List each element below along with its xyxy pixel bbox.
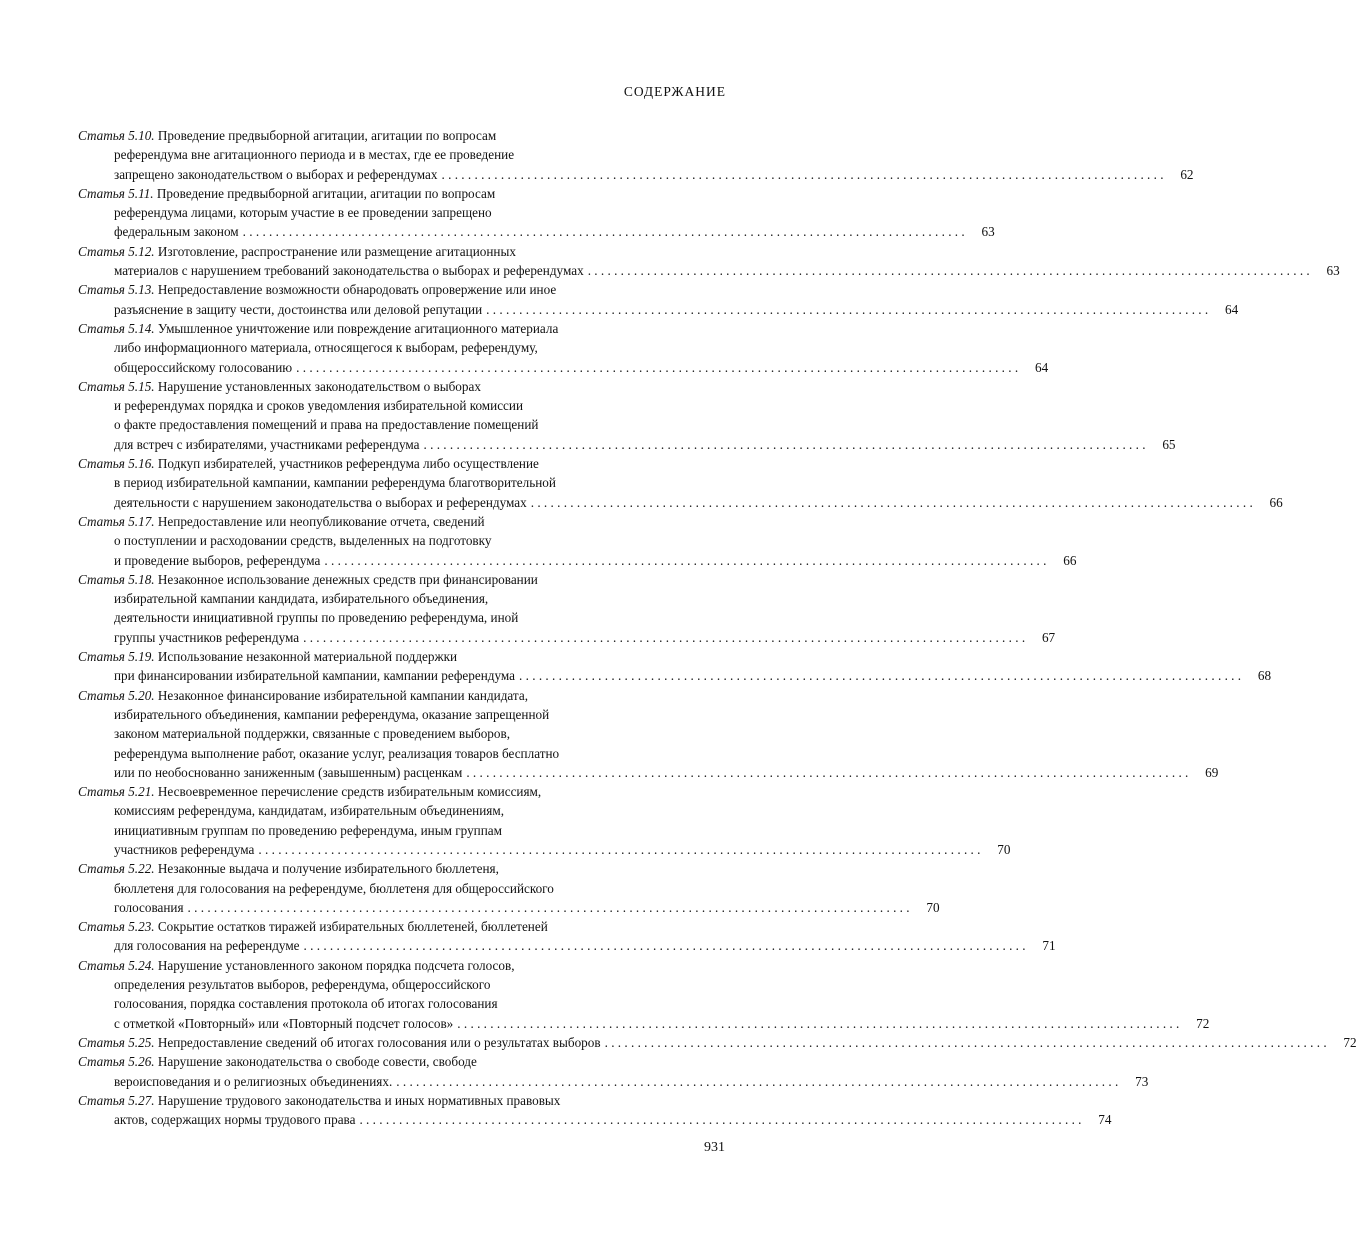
table-of-contents (78, 126, 1357, 1129)
toc-entry (78, 126, 1194, 184)
toc-entry-line (78, 512, 726, 531)
toc-entry-line (78, 956, 726, 975)
article-number: Статья 5.19. (78, 649, 155, 665)
article-number: Статья 5.25. (78, 1034, 155, 1050)
entry-title-text: Сокрытие остатков тиражей избирательных бюллетеней, бюллетеней (157, 919, 548, 935)
toc-entry (78, 686, 1219, 782)
entry-title-text: для голосования на референдуме (114, 938, 300, 954)
entry-page-number: 68 (1257, 668, 1272, 684)
entry-title-text: и проведение выборов, референдума (114, 552, 321, 568)
entry-title-text: и референдумах порядка и сроков уведомления избирательной комиссии (114, 398, 524, 414)
entry-page-number: 66 (1063, 552, 1077, 568)
entry-title-text: избирательной кампании кандидата, избирательного объединения, (114, 591, 489, 607)
toc-entry (78, 570, 1056, 647)
entry-title-text: законом материальной поддержки, связанные с проведением выборов, (114, 726, 511, 742)
toc-entry-line (78, 203, 726, 222)
entry-title-text: Несвоевременное перечисление средств избирательным комиссиям, (157, 784, 542, 800)
entry-page-number: 70 (926, 899, 940, 915)
toc-entry-line (78, 145, 726, 164)
toc-entry (78, 1052, 1149, 1091)
entry-title-text: Проведение предвыборной агитации, агитации по вопросам (156, 185, 496, 201)
leader-dots (299, 628, 1035, 647)
toc-entry-line (78, 1072, 1149, 1091)
article-number: Статья 5.11. (78, 185, 154, 201)
entry-title-text: запрещено законодательством о выборах и референдумах (114, 166, 438, 182)
toc-entry (78, 377, 1176, 454)
entry-title-text: или по необоснованно заниженным (завышенным) расценкам (114, 764, 463, 780)
entry-title-text: группы участников референдума (114, 629, 300, 645)
entry-page-number: 63 (981, 224, 995, 240)
toc-entry (78, 859, 940, 917)
toc-entry-line (78, 358, 1049, 377)
entry-title-text: материалов с нарушением требований законодательства о выборах и референдумах (114, 263, 584, 279)
entry-title-text: Нарушение законодательства о свободе совести, свободе (157, 1054, 477, 1070)
entry-title-text: избирательного объединения, кампании референдума, оказание запрещенной (114, 706, 550, 722)
toc-entry (78, 1091, 1112, 1130)
toc-entry-line (78, 666, 1272, 685)
entry-page-number: 72 (1343, 1034, 1357, 1050)
toc-entry-line (78, 1033, 1357, 1052)
toc-entry (78, 917, 1056, 956)
toc-entry (78, 647, 1272, 686)
entry-title-text: Использование незаконной материальной поддержки (157, 649, 458, 665)
toc-entry (78, 1033, 1357, 1052)
leader-dots (320, 551, 1056, 570)
entry-title-text: о факте предоставления помещений и права на предоставление помещений (114, 417, 539, 433)
entry-page-number: 70 (997, 841, 1011, 857)
entry-title-text: Непредоставление или неопубликование отчета, сведений (157, 513, 485, 529)
entry-page-number: 72 (1196, 1015, 1210, 1031)
toc-entry-line (78, 879, 726, 898)
toc-entry-line (78, 705, 726, 724)
article-number: Статья 5.22. (78, 861, 155, 877)
entry-page-number: 63 (1326, 263, 1340, 279)
toc-entry-line (78, 763, 1219, 782)
toc-entry-line (78, 589, 726, 608)
entry-title-text: о поступлении и расходовании средств, выделенных на подготовку (114, 533, 492, 549)
entry-page-number: 66 (1269, 494, 1283, 510)
toc-entry-line (78, 184, 726, 203)
toc-entry-line (78, 1110, 1112, 1129)
entry-title-text: референдума лицами, которым участие в ее проведении запрещено (114, 205, 492, 221)
toc-entry-line (78, 454, 726, 473)
entry-title-text: Нарушение установленного законом порядка подсчета голосов, (157, 957, 515, 973)
leader-dots (420, 435, 1156, 454)
leader-dots (584, 261, 1320, 280)
entry-title-text: Умышленное уничтожение или повреждение агитационного материала (157, 320, 559, 336)
toc-entry-line (78, 300, 1239, 319)
entry-title-text: Незаконное использование денежных средств при финансировании (157, 571, 538, 587)
article-number: Статья 5.26. (78, 1054, 155, 1070)
toc-entry-line (78, 821, 726, 840)
toc-entry-line (78, 242, 726, 261)
entry-title-text: Незаконное финансирование избирательной кампании кандидата, (157, 687, 529, 703)
article-number: Статья 5.27. (78, 1092, 155, 1108)
toc-entry-line (78, 608, 726, 627)
article-number: Статья 5.18. (78, 571, 155, 587)
entry-title-text: актов, содержащих нормы трудового права (114, 1112, 356, 1128)
toc-entry-line (78, 126, 726, 145)
entry-title-text: вероисповедания и о религиозных объединениях. (114, 1073, 393, 1089)
toc-entry (78, 280, 1239, 319)
entry-title-text: референдума вне агитационного периода и в местах, где ее проведение (114, 147, 515, 163)
entry-title-text: с отметкой «Повторный» или «Повторный подсчет голосов» (114, 1015, 454, 1031)
leader-dots (300, 936, 1036, 955)
entry-page-number: 62 (1180, 166, 1194, 182)
toc-entry-line (78, 222, 995, 241)
leader-dots (462, 763, 1198, 782)
entry-title-text: федеральным законом (114, 224, 239, 240)
article-number: Статья 5.14. (78, 320, 155, 336)
toc-entry (78, 956, 1210, 1033)
toc-entry-line (78, 1014, 1210, 1033)
entry-page-number: 69 (1205, 764, 1219, 780)
entry-title-text: референдума выполнение работ, оказание услуг, реализация товаров бесплатно (114, 745, 560, 761)
entry-title-text: при финансировании избирательной кампании, кампании референдума (114, 668, 516, 684)
leader-dots (184, 898, 920, 917)
leader-dots (438, 165, 1174, 184)
page-number: 931 (704, 1140, 725, 1155)
entry-title-text: Нарушение установленных законодательством о выборах (157, 378, 481, 394)
leader-dots (515, 666, 1251, 685)
toc-entry (78, 242, 1340, 281)
leader-dots (355, 1110, 1091, 1129)
toc-entry-line (78, 261, 1340, 280)
entry-title-text: Подкуп избирателей, участников референдума либо осуществление (157, 456, 539, 472)
toc-entry-line (78, 647, 726, 666)
article-number: Статья 5.15. (78, 378, 155, 394)
toc-entry-line (78, 898, 940, 917)
entry-title-text: инициативным группам по проведению референдума, иным группам (114, 822, 502, 838)
toc-entry-line (78, 975, 726, 994)
entry-title-text: определения результатов выборов, референдума, общероссийского (114, 977, 491, 993)
toc-entry-line (78, 1091, 726, 1110)
article-number: Статья 5.10. (78, 128, 155, 143)
entry-title-text: в период избирательной кампании, кампании референдума благотворительной (114, 475, 556, 491)
entry-title-text: участников референдума (114, 841, 255, 857)
entry-title-text: голосования, порядка составления протокола об итогах голосования (114, 996, 498, 1012)
entry-title-text: деятельности инициативной группы по проведению референдума, иной (114, 610, 519, 626)
toc-entry-line (78, 628, 1056, 647)
leader-dots (254, 840, 990, 859)
toc-entry-line (78, 801, 726, 820)
toc-entry-line (78, 338, 726, 357)
toc-entry-line (78, 415, 726, 434)
article-number: Статья 5.23. (78, 919, 155, 935)
entry-title-text: Нарушение трудового законодательства и иных нормативных правовых (157, 1092, 561, 1108)
toc-entry-line (78, 936, 1056, 955)
toc-entry-line (78, 396, 726, 415)
toc-entry-line (78, 435, 1176, 454)
leader-dots (392, 1072, 1128, 1091)
toc-entry-line (78, 686, 726, 705)
entry-title-text: Проведение предвыборной агитации, агитации по вопросам (157, 128, 497, 143)
entry-title-text: бюллетеня для голосования на референдуме, бюллетеня для общероссийского (114, 880, 554, 896)
entry-title-text: Непредоставление возможности обнародовать опровержение или иное (157, 282, 557, 298)
entry-title-text: Незаконные выдача и получение избирательного бюллетеня, (157, 861, 499, 877)
entry-page-number: 67 (1041, 629, 1056, 645)
entry-title-text: деятельности с нарушением законодательства о выборах и референдумах (114, 494, 527, 510)
entry-title-text: общероссийскому голосованию (114, 359, 293, 375)
article-number: Статья 5.21. (78, 784, 155, 800)
leader-dots (292, 358, 1028, 377)
toc-entry (78, 184, 995, 242)
toc-entry-line (78, 319, 726, 338)
entry-title-text: Непредоставление сведений об итогах голосования или о результатах выборов (157, 1034, 601, 1050)
article-number: Статья 5.24. (78, 957, 155, 973)
entry-title-text: разъяснение в защиту чести, достоинства или деловой репутации (114, 301, 483, 317)
toc-entry-line (78, 493, 1283, 512)
entry-page-number: 64 (1034, 359, 1049, 375)
toc-entry-line (78, 570, 726, 589)
entry-title-text: либо информационного материала, относящегося к выборам, референдуму, (114, 340, 538, 356)
entry-title-text: для встреч с избирателями, участниками референдума (114, 436, 420, 452)
toc-entry (78, 319, 1049, 377)
toc-entry-line (78, 744, 726, 763)
toc-entry (78, 512, 1077, 570)
entry-title-text: голосования (114, 899, 184, 915)
article-number: Статья 5.13. (78, 282, 155, 298)
entry-page-number: 74 (1098, 1112, 1112, 1128)
toc-entry-line (78, 551, 1077, 570)
leader-dots (453, 1014, 1189, 1033)
toc-entry-line (78, 917, 726, 936)
toc-entry-line (78, 377, 726, 396)
toc-entry-line (78, 840, 1011, 859)
entry-title-text: Изготовление, распространение или размещение агитационных (157, 243, 516, 259)
entry-page-number: 71 (1042, 938, 1056, 954)
running-title: СОДЕРЖАНИЕ (623, 84, 726, 99)
article-number: Статья 5.16. (78, 456, 155, 472)
toc-entry-line (78, 782, 726, 801)
leader-dots (601, 1033, 1337, 1052)
leader-dots (527, 493, 1263, 512)
toc-entry-line (78, 280, 726, 299)
article-number: Статья 5.17. (78, 513, 155, 529)
article-number: Статья 5.12. (78, 243, 155, 259)
toc-entry-line (78, 859, 726, 878)
entry-page-number: 65 (1162, 436, 1176, 452)
entry-page-number: 64 (1225, 301, 1239, 317)
toc-entry-line (78, 1052, 726, 1071)
article-number: Статья 5.20. (78, 687, 155, 703)
toc-entry (78, 454, 1283, 512)
entry-title-text: комиссиям референдума, кандидатам, избирательным объединениям, (114, 803, 505, 819)
leader-dots (482, 300, 1218, 319)
toc-entry-line (78, 994, 726, 1013)
toc-entry-line (78, 165, 1194, 184)
toc-entry (78, 782, 1011, 859)
entry-page-number: 73 (1135, 1073, 1149, 1089)
toc-entry-line (78, 531, 726, 550)
leader-dots (239, 222, 975, 241)
toc-entry-line (78, 473, 726, 492)
toc-entry-line (78, 724, 726, 743)
